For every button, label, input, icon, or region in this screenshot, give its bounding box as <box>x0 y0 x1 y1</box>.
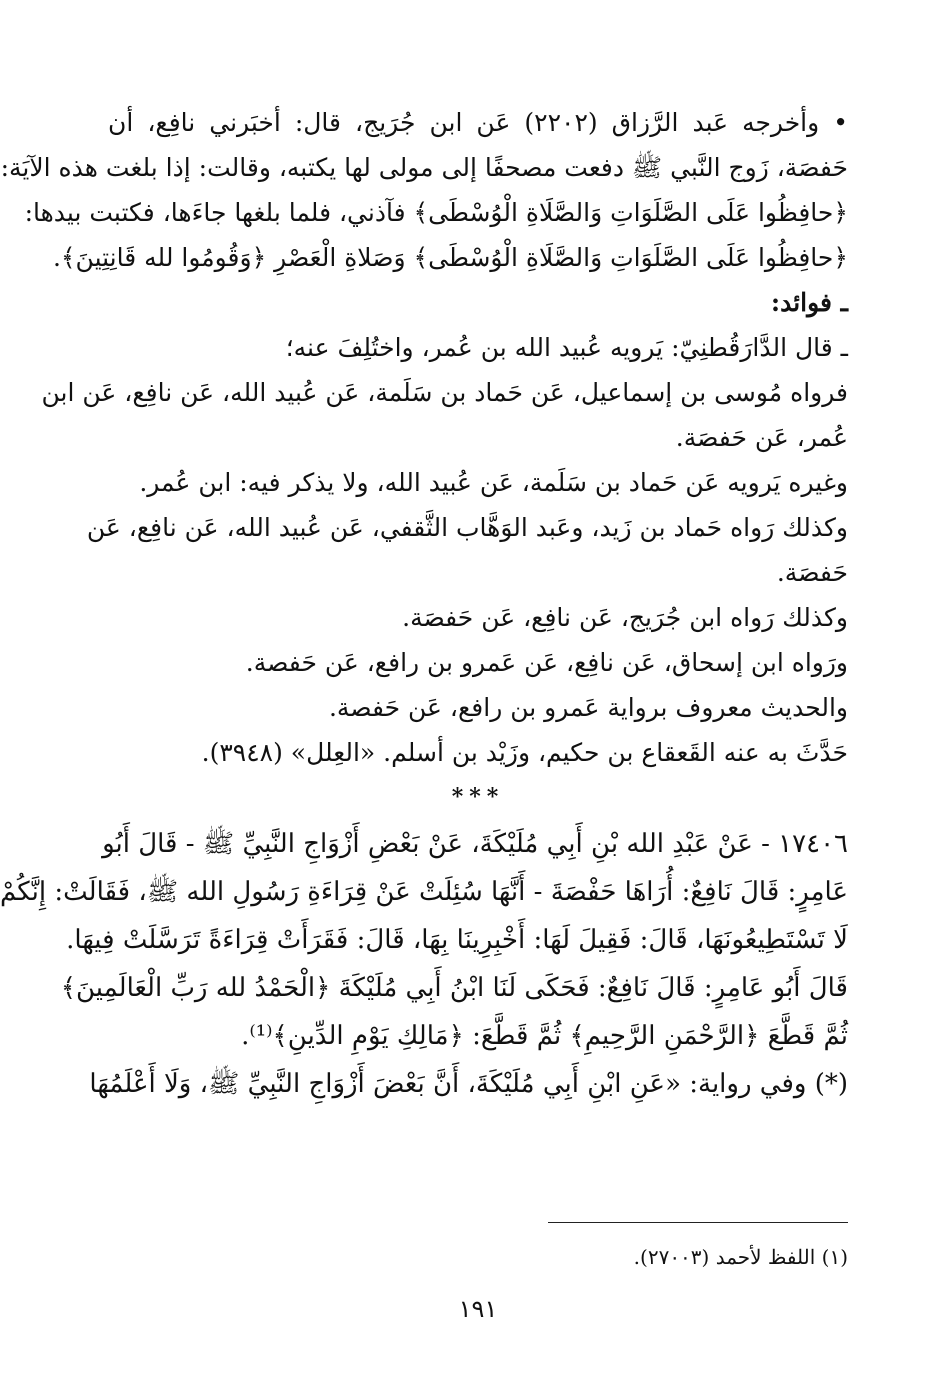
footnote-divider <box>548 1222 848 1223</box>
text-line: وكذلك رَواه حَماد بن زَيد، وعَبد الوَهَّاب الثَّقفي، عَن عُبيد الله، عَن نافِع، عَن <box>86 513 848 542</box>
text-line: حَفصَة، زَوج النَّبي ﷺ دفعت مصحفًا إلى مولى لها يكتبه، وقالت: إذا بلغت هذه الآيَة: <box>0 153 848 182</box>
hadith-line: ثُمَّ قَطَّعَ ﴿الرَّحْمَنِ الرَّحِيمِ﴾ ثُمَّ قَطَّعَ: ﴿مَالِكِ يَوْمِ الدِّينِ﴾⁽¹⁾. <box>241 1021 848 1051</box>
hadith-line: قَالَ أَبُو عَامِرٍ: قَالَ نَافِعٌ: فَحَكَى لَنَا ابْنُ أَبِي مُلَيْكَةَ ﴿الْحَمْدُ لله رَبِّ الْعَالَمِينَ﴾ <box>60 973 848 1003</box>
text-line: • وأخرجه عَبد الرَّزاق (٢٢٠٢) عَن ابن جُرَيج، قال: أخبَرني نافِع، أن <box>108 108 848 137</box>
page-number: ١٩١ <box>458 1295 498 1323</box>
text-line: عُمر، عَن حَفصَة. <box>675 423 848 452</box>
hadith-line: (*) وفي رواية: «عَنِ ابْنِ أَبِي مُلَيْكَةَ، أَنَّ بَعْضَ أَزْوَاجِ النَّبِيِّ ﷺ، وَلَا أَعْلَمُهَا <box>89 1069 848 1099</box>
hadith-line: عَامِرٍ: قَالَ نَافِعٌ: أُرَاهَا حَفْصَةَ - أَنَّهَا سُئِلَتْ عَنْ قِرَاءَةِ رَسُولِ الله ﷺ، فَقَالَتْ: إِنَّكُمْ <box>0 877 848 907</box>
text-line: وغيره يَرويه عَن حَماد بن سَلَمة، عَن عُبيد الله، ولا يذكر فيه: ابن عُمر. <box>139 468 848 497</box>
hadith-block <box>0 820 848 1108</box>
page-body <box>0 100 848 1108</box>
text-line: والحديث معروف برواية عَمرو بن رافع، عَن حَفصة. <box>328 693 848 722</box>
footnote: (١) اللفظ لأحمد (٢٧٠٠٣). <box>633 1245 848 1269</box>
text-line: ﴿حافِظُوا عَلَى الصَّلَوَاتِ وَالصَّلَاةِ الْوُسْطَى﴾ وَصَلاةِ الْعَصْرِ ﴿وَقُومُوا لله قَانِتِينَ﴾. <box>52 243 848 272</box>
text-line: فرواه مُوسى بن إسماعيل، عَن حَماد بن سَلَمة، عَن عُبيد الله، عَن نافِع، عَن ابن <box>41 378 848 407</box>
section-separator: *** <box>451 784 505 810</box>
hadith-line: ١٧٤٠٦ - عَنْ عَبْدِ الله بْنِ أَبِي مُلَيْكَةَ، عَنْ بَعْضِ أَزْوَاجِ النَّبِيِّ ﷺ - قَالَ أَبُو <box>102 829 848 859</box>
text-line: حَدَّثَ به عنه القَعقاع بن حكيم، وزَيْد بن أسلم. «العِلل» (٣٩٤٨). <box>201 738 848 767</box>
daraqutni-quote: ـ قال الدَّارَقُطنِيّ: يَرويه عُبيد الله بن عُمر، واختُلِفَ عنه؛ <box>285 333 848 362</box>
hadith-line: لَا تَسْتَطِيعُونَهَا، قَالَ: فَقِيلَ لَهَا: أَخْبِرِينَا بِهَا، قَالَ: فَقَرَأَتْ قِرَاءَةً تَرَسَّلَتْ فِيهَا. <box>66 925 848 955</box>
fawaid-section <box>41 280 848 775</box>
text-line: ﴿حافِظُوا عَلَى الصَّلَوَاتِ وَالصَّلَاةِ الْوُسْطَى﴾ فآذني، فلما بلغها جاءَها، فكتبت بيدها: <box>24 198 848 227</box>
text-line: حَفصَة. <box>776 558 848 587</box>
fawaid-heading: ـ فوائد: <box>770 288 848 317</box>
text-line: ورَواه ابن إسحاق، عَن نافِع، عَن عَمرو بن رافع، عَن حَفصة. <box>245 648 848 677</box>
text-line: وكذلك رَواه ابن جُرَيج، عَن نافِع، عَن حَفصَة. <box>402 603 848 632</box>
takhrij-paragraph <box>0 100 848 280</box>
